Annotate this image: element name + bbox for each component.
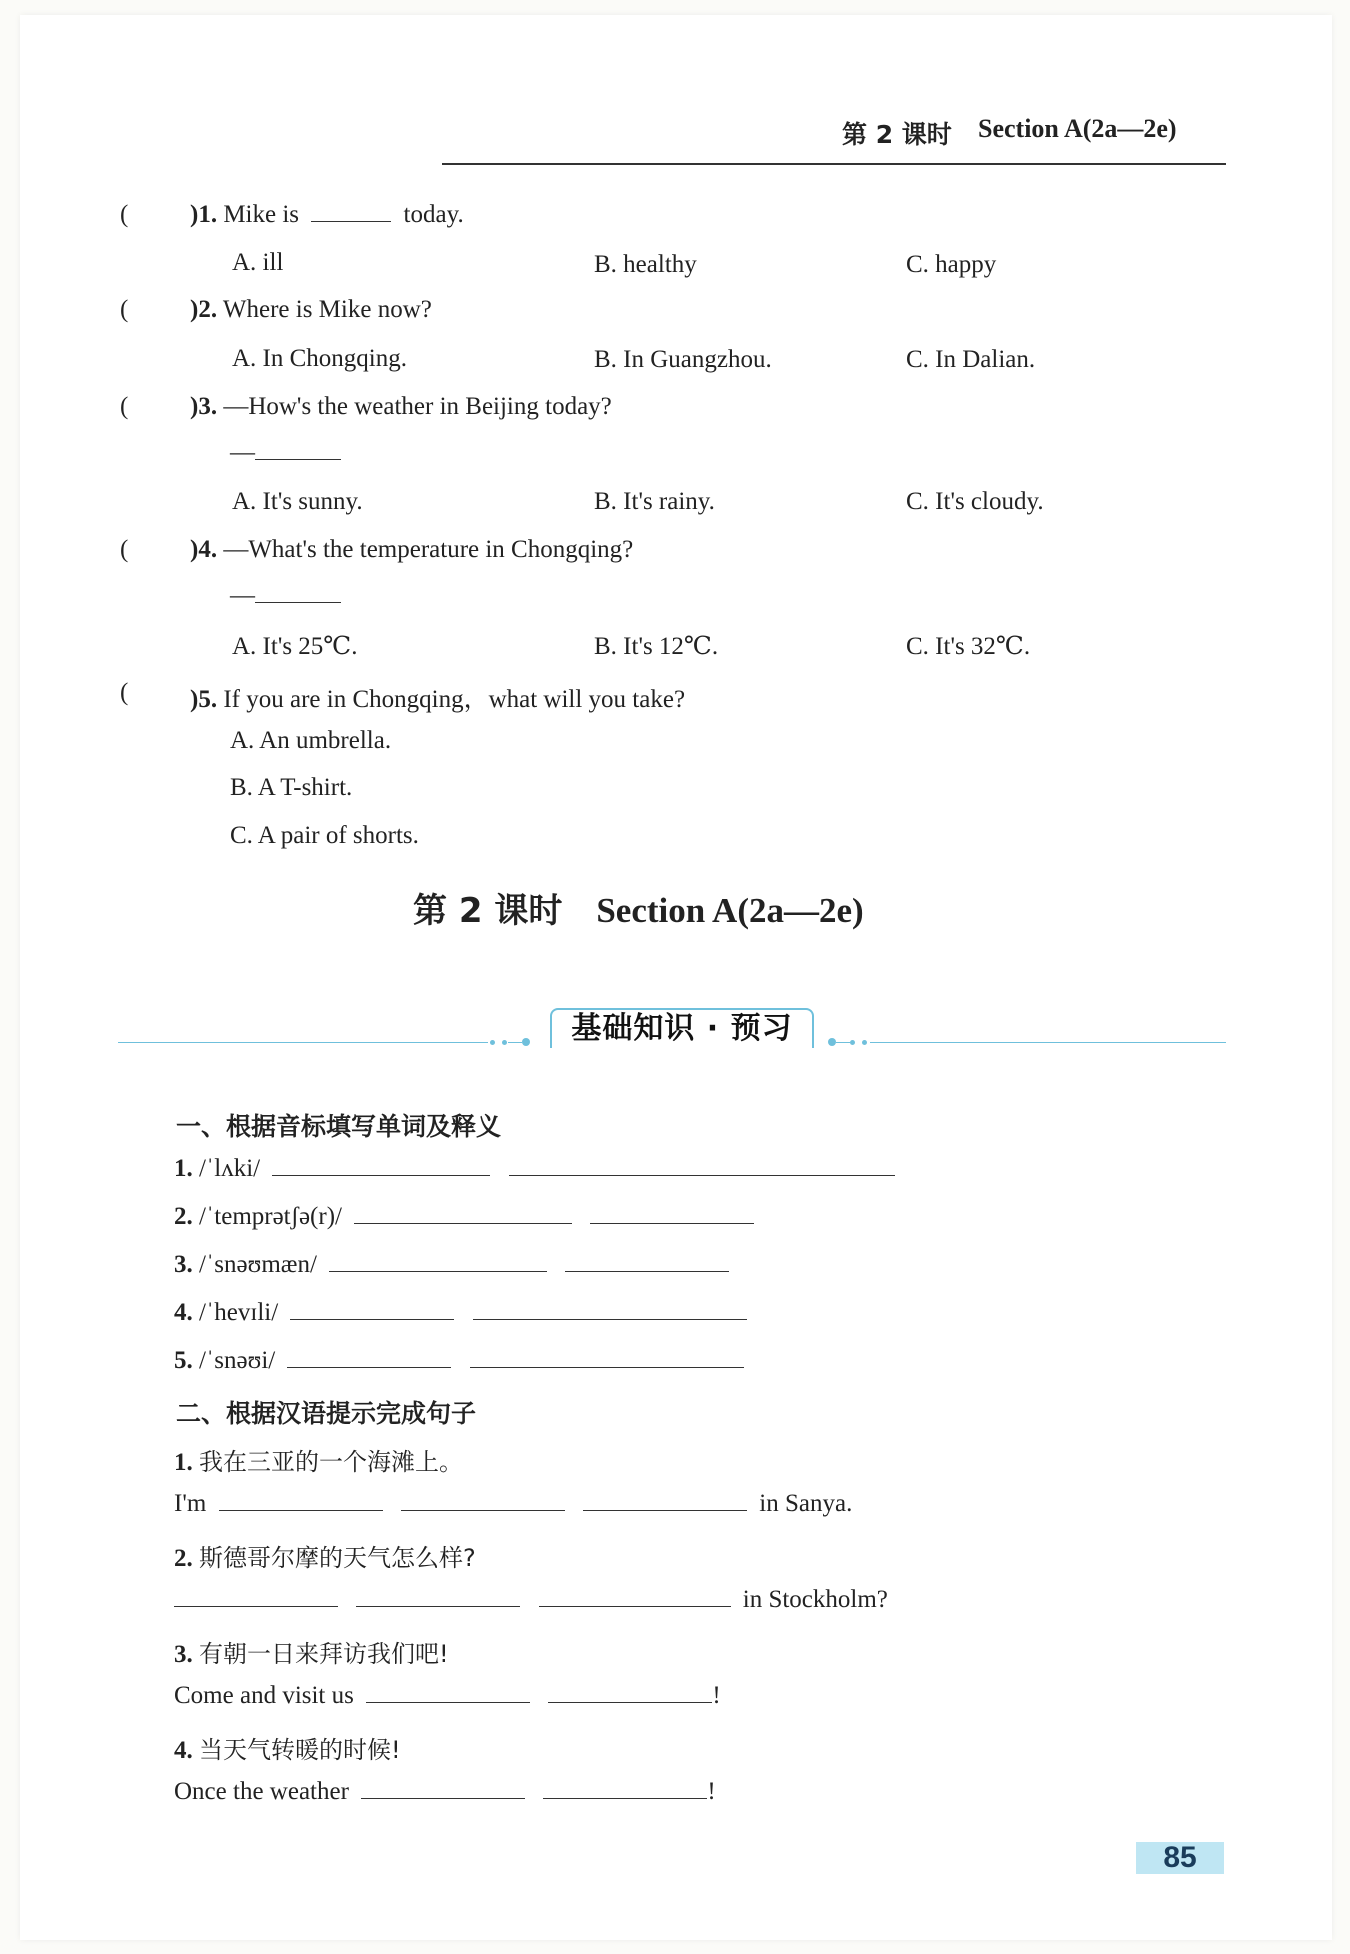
- option-a: A. An umbrella.: [230, 727, 392, 754]
- translate-answer-4: [174, 1778, 716, 1806]
- translate-prompt-3: [174, 1634, 449, 1669]
- answer-blank[interactable]: [401, 1510, 565, 1511]
- word-blank[interactable]: [287, 1367, 451, 1368]
- item-number: 4.: [174, 1299, 193, 1326]
- question-number: )1.: [190, 201, 218, 228]
- sentence-prefix: Once the weather: [174, 1778, 349, 1805]
- item-number: 3.: [174, 1251, 193, 1278]
- question-stem: Where is Mike now?: [222, 296, 432, 323]
- item-number: 2.: [174, 1203, 193, 1230]
- part1-heading: 一、根据音标填写单词及释义: [176, 1112, 502, 1141]
- banner-dot: [522, 1038, 530, 1046]
- section-banner: 基础知识 · 预习: [550, 1008, 814, 1048]
- translate-answer-3: [174, 1682, 721, 1710]
- header-rule: [442, 163, 1226, 165]
- phonetic: /ˈlʌki/: [199, 1155, 261, 1182]
- chinese-prompt: 斯德哥尔摩的天气怎么样?: [199, 1544, 476, 1572]
- question-1: [190, 201, 464, 229]
- item-number: 2.: [174, 1545, 193, 1572]
- question-number: )2.: [190, 296, 218, 323]
- banner-line-right: [870, 1042, 1226, 1043]
- banner-dot: [502, 1040, 507, 1045]
- answer-blank[interactable]: [543, 1798, 707, 1799]
- answer-blank[interactable]: [583, 1510, 747, 1511]
- reply-line: [230, 582, 347, 610]
- translate-answer-1: [174, 1490, 852, 1518]
- answer-blank[interactable]: [539, 1606, 731, 1607]
- option-a: A. In Chongqing.: [232, 345, 407, 372]
- question-number: )4.: [190, 536, 218, 563]
- sentence-suffix: !: [707, 1778, 716, 1805]
- meaning-blank[interactable]: [509, 1175, 895, 1176]
- banner-line-left-short: [508, 1042, 522, 1043]
- running-header-section: Section A(2a—2e): [978, 114, 1177, 143]
- banner-dot: [862, 1040, 867, 1045]
- chinese-prompt: 我在三亚的一个海滩上。: [199, 1448, 463, 1476]
- translate-prompt-1: [174, 1442, 463, 1477]
- banner-line-left: [118, 1042, 488, 1043]
- banner-dot: [850, 1040, 855, 1045]
- workbook-page: [20, 15, 1332, 1940]
- option-a: A. It's sunny.: [232, 488, 363, 515]
- phonetic: /ˈtemprətʃə(r)/: [199, 1203, 342, 1230]
- item-number: 3.: [174, 1641, 193, 1668]
- question-stem: Mike is: [223, 201, 300, 228]
- question-stem: If you are in Chongqing，what will you take?: [223, 686, 686, 713]
- phonetic-item-5: [174, 1347, 750, 1375]
- question-stem: —How's the weather in Beijing today?: [223, 393, 612, 420]
- option-a: A. ill: [232, 249, 284, 276]
- option-a: A. It's 25℃.: [232, 633, 358, 660]
- word-blank[interactable]: [354, 1223, 572, 1224]
- phonetic: /ˈsnəʊi/: [199, 1347, 276, 1374]
- item-number: 1.: [174, 1449, 193, 1476]
- item-number: 4.: [174, 1737, 193, 1764]
- item-number: 5.: [174, 1347, 193, 1374]
- question-2: [190, 296, 432, 324]
- phonetic: /ˈhevɪli/: [199, 1299, 279, 1326]
- phonetic-item-1: [174, 1155, 901, 1183]
- option-c: C. In Dalian.: [906, 346, 1036, 373]
- phonetic: /ˈsnəʊmæn/: [199, 1251, 317, 1278]
- option-b: B. healthy: [594, 251, 697, 278]
- sentence-suffix: !: [712, 1682, 721, 1709]
- lesson-title-number: 第 2 课时: [413, 891, 563, 931]
- chinese-prompt: 有朝一日来拜访我们吧!: [199, 1640, 449, 1668]
- reply-line: [230, 439, 347, 467]
- option-b: B. In Guangzhou.: [594, 346, 772, 373]
- translate-answer-2: [174, 1586, 888, 1614]
- option-c: C. A pair of shorts.: [230, 822, 419, 849]
- answer-blank[interactable]: [548, 1702, 712, 1703]
- answer-blank[interactable]: [356, 1606, 520, 1607]
- answer-blank[interactable]: [311, 221, 391, 222]
- banner-dot: [490, 1040, 495, 1045]
- answer-blank[interactable]: [366, 1702, 530, 1703]
- sentence-prefix: I'm: [174, 1490, 207, 1517]
- option-c: C. happy: [906, 251, 997, 278]
- meaning-blank[interactable]: [470, 1367, 744, 1368]
- option-c: C. It's 32℃.: [906, 633, 1031, 660]
- option-b: B. A T-shirt.: [230, 774, 353, 801]
- banner-line-right-short: [836, 1042, 850, 1043]
- option-c: C. It's cloudy.: [906, 488, 1044, 515]
- sentence-prefix: Come and visit us: [174, 1682, 354, 1709]
- question-stem-end: today.: [403, 201, 464, 228]
- phonetic-item-3: [174, 1251, 735, 1279]
- question-4: [190, 536, 633, 564]
- answer-blank[interactable]: [174, 1606, 338, 1607]
- item-number: 1.: [174, 1155, 193, 1182]
- meaning-blank[interactable]: [473, 1319, 747, 1320]
- question-3: [190, 393, 612, 421]
- lesson-title-section: Section A(2a—2e): [596, 891, 864, 930]
- word-blank[interactable]: [290, 1319, 454, 1320]
- answer-paren-5: (: [120, 679, 129, 706]
- word-blank[interactable]: [329, 1271, 547, 1272]
- answer-paren-4: (: [120, 536, 129, 563]
- reply-dash: —: [230, 439, 255, 466]
- word-blank[interactable]: [272, 1175, 490, 1176]
- question-stem: —What's the temperature in Chongqing?: [223, 536, 634, 563]
- part2-heading: 二、根据汉语提示完成句子: [176, 1399, 477, 1428]
- meaning-blank[interactable]: [565, 1271, 729, 1272]
- banner-dot: [828, 1038, 836, 1046]
- question-5: [190, 679, 685, 715]
- meaning-blank[interactable]: [590, 1223, 754, 1224]
- chinese-prompt: 当天气转暖的时候!: [199, 1736, 401, 1764]
- question-number: )3.: [190, 393, 218, 420]
- sentence-suffix: in Stockholm?: [742, 1586, 888, 1613]
- running-header-lesson: 第 2 课时: [842, 120, 952, 149]
- translate-prompt-2: [174, 1538, 476, 1573]
- question-number: )5.: [190, 686, 218, 713]
- phonetic-item-4: [174, 1299, 753, 1327]
- option-b: B. It's rainy.: [594, 488, 715, 515]
- reply-dash: —: [230, 582, 255, 609]
- answer-blank[interactable]: [255, 602, 341, 603]
- answer-blank[interactable]: [361, 1798, 525, 1799]
- sentence-suffix: in Sanya.: [759, 1490, 853, 1517]
- translate-prompt-4: [174, 1730, 401, 1765]
- option-b: B. It's 12℃.: [594, 633, 719, 660]
- answer-blank[interactable]: [255, 459, 341, 460]
- answer-paren-2: (: [120, 296, 129, 323]
- lesson-title: [413, 883, 864, 932]
- answer-paren-1: (: [120, 201, 129, 228]
- answer-blank[interactable]: [219, 1510, 383, 1511]
- answer-paren-3: (: [120, 393, 129, 420]
- phonetic-item-2: [174, 1203, 760, 1231]
- page-number: 85: [1136, 1842, 1224, 1874]
